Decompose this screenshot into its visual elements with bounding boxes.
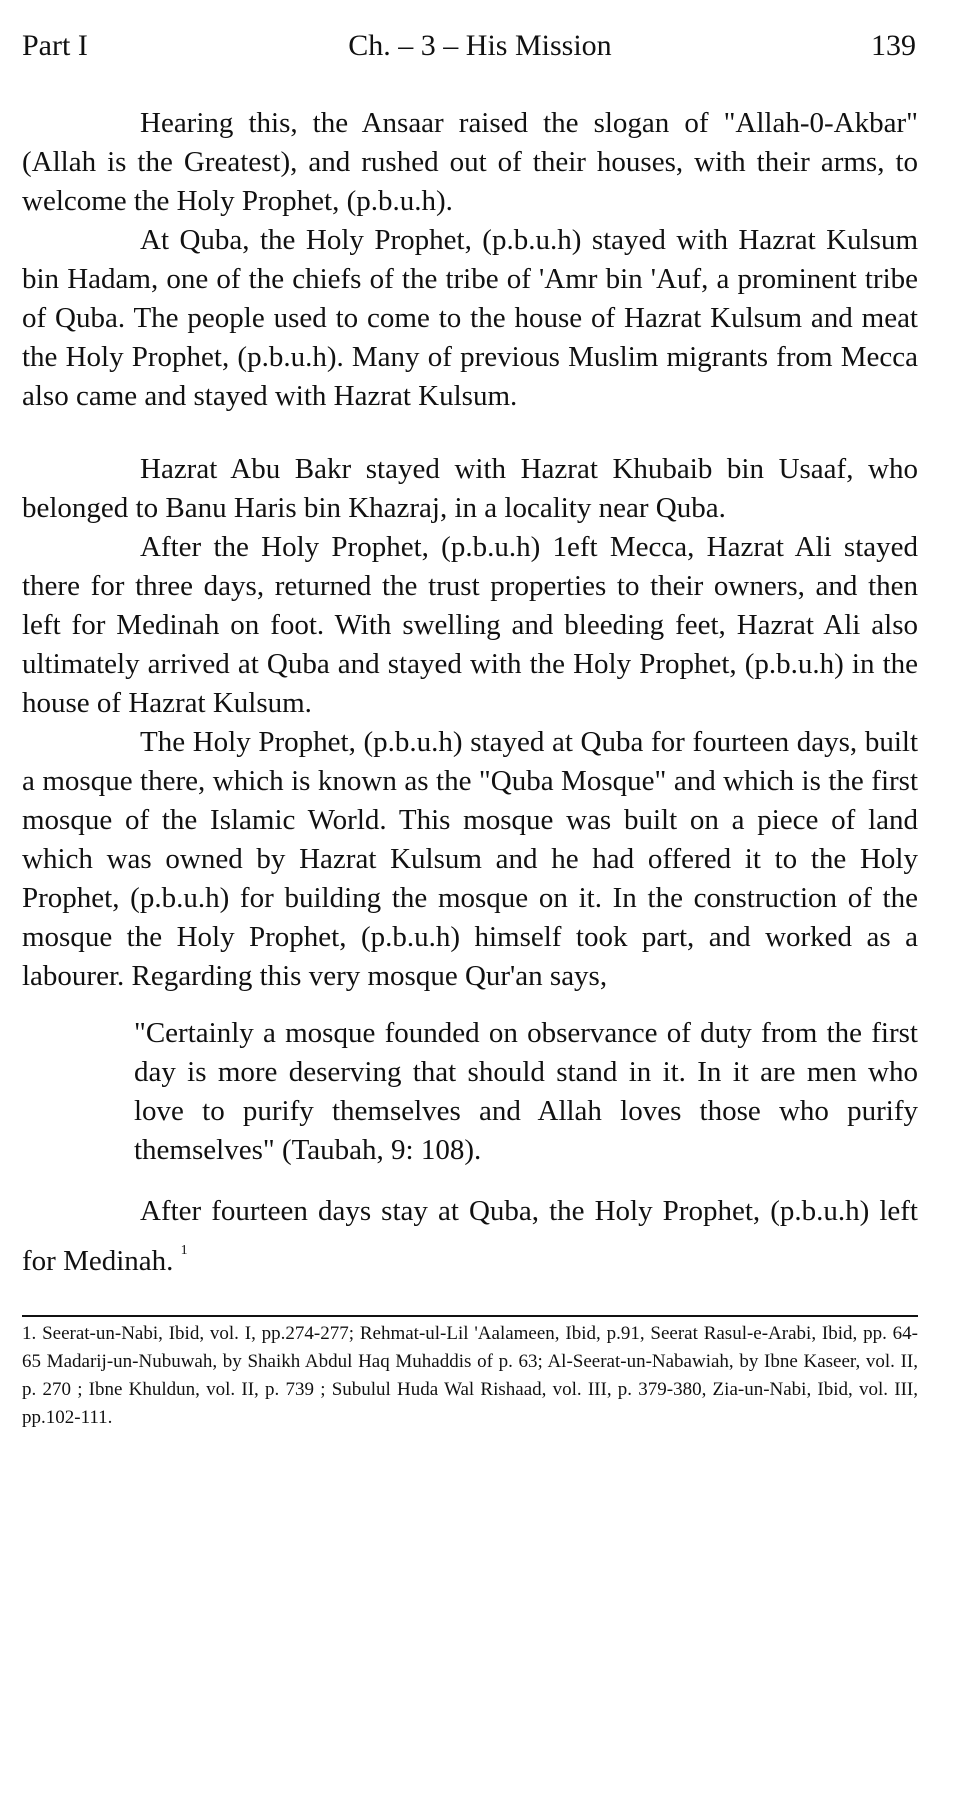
footnote-divider [22, 1315, 918, 1317]
paragraph: The Holy Prophet, (p.b.u.h) stayed at Quba for fourteen days, built a mosque there, which is known as the "Quba Mosque" and which is the first mosque of the Islamic World. This mosque was built on a piece of land which was owned by Hazrat Kulsum and he had offered it to the Holy Prophet, (p.b.u.h) for building the mosque on it. In the construction of the mosque the Holy Prophet, (p.b.u.h) himself took part, and worked as a labourer. Regarding this very mosque Qur'an says, [22, 726, 918, 992]
body-text [22, 104, 918, 1281]
footnote-text: 1. Seerat-un-Nabi, Ibid, vol. I, pp.274-277; Rehmat-ul-Lil 'Aalameen, Ibid, p.91, Seerat Rasul-e-Arabi, Ibid, pp. 64-65 Madarij-un-Nubuwah, by Shaikh Abdul Haq Muhaddis of p. 63; Al-Seerat-un-Nabawiah, by Ibne Kaseer, vol. II, p. 270 ; Ibne Khuldun, vol. II, p. 739 ; Subulul Huda Wal Rishaad, vol. III, p. 379-380, Zia-un-Nabi, Ibid, vol. III, pp.102-111. [22, 1323, 918, 1428]
running-header [22, 24, 938, 68]
footnote-marker: 1 [180, 1243, 188, 1258]
block-quote: "Certainly a mosque founded on observance of duty from the first day is more deserving that should stand in it. In it are men who love to purify themselves and Allah loves those who purify themselves" (Taubah, 9: 108). [134, 1017, 918, 1166]
paragraph: Hazrat Abu Bakr stayed with Hazrat Khubaib bin Usaaf, who belonged to Banu Haris bin Khazraj, in a locality near Quba. [22, 453, 918, 524]
part-label: Part I [22, 29, 88, 62]
paragraph: After the Holy Prophet, (p.b.u.h) 1eft Mecca, Hazrat Ali stayed there for three days, returned the trust properties to their owners, and then left for Medinah on foot. With swelling and bleeding feet, Hazrat Ali also ultimately arrived at Quba and stayed with the Holy Prophet, (p.b.u.h) in the house of Hazrat Kulsum. [22, 531, 918, 719]
closing-text: After fourteen days stay at Quba, the Holy Prophet, (p.b.u.h) left for Medinah. [22, 1195, 918, 1277]
paragraph: At Quba, the Holy Prophet, (p.b.u.h) stayed with Hazrat Kulsum bin Hadam, one of the chiefs of the tribe of 'Amr bin 'Auf, a prominent tribe of Quba. The people used to come to the house of Hazrat Kulsum and meat the Holy Prophet, (p.b.u.h). Many of previous Muslim migrants from Mecca also came and stayed with Hazrat Kulsum. [22, 224, 918, 412]
page-number: 139 [871, 29, 916, 62]
footnote [22, 1320, 918, 1432]
closing-paragraph [22, 1192, 918, 1281]
paragraph: Hearing this, the Ansaar raised the slogan of "Allah-0-Akbar" (Allah is the Greatest), and rushed out of their houses, with their arms, to welcome the Holy Prophet, (p.b.u.h). [22, 107, 918, 217]
chapter-title: Ch. – 3 – His Mission [348, 29, 612, 62]
